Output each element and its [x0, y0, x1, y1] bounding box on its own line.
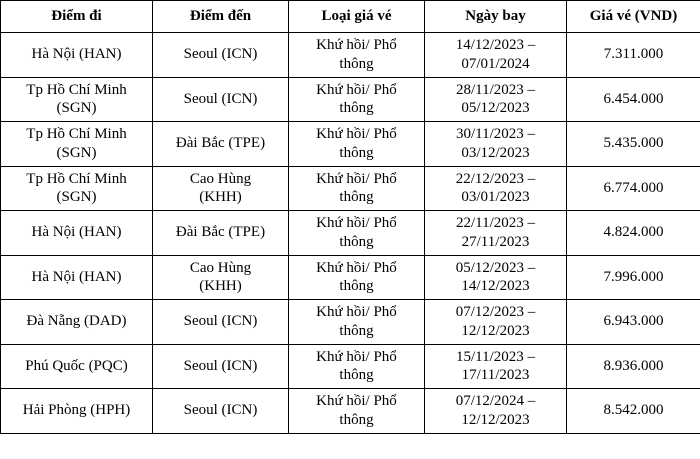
origin-line-1: Tp Hồ Chí Minh — [26, 170, 127, 187]
price-text: 6.774.000 — [603, 179, 664, 196]
fare-type-line-1: Khứ hồi/ Phổ — [316, 126, 397, 142]
date-line-1: 07/12/2023 – — [455, 304, 536, 320]
cell-price — [567, 300, 700, 345]
cell-price — [567, 344, 700, 389]
cell-destination — [153, 300, 289, 345]
cell-price — [567, 389, 700, 434]
column-header-origin: Điểm đi — [1, 1, 153, 33]
cell-destination — [153, 389, 289, 434]
cell-destination — [153, 77, 289, 122]
date-line-2: 27/11/2023 — [461, 233, 530, 250]
fare-type-line-1: Khứ hồi/ Phổ — [316, 393, 397, 409]
fare-type-line-2: thông — [339, 278, 374, 295]
cell-origin — [1, 33, 153, 78]
fare-type-line-1: Khứ hồi/ Phổ — [316, 170, 397, 187]
table-row — [1, 77, 700, 122]
cell-flight-date — [425, 166, 567, 211]
cell-fare-type — [289, 33, 425, 78]
origin-line-1: Tp Hồ Chí Minh — [26, 126, 127, 142]
price-text: 8.936.000 — [603, 357, 664, 374]
cell-price — [567, 122, 700, 167]
price-text: 7.311.000 — [603, 46, 664, 63]
destination-line-1: Cao Hùng — [189, 259, 252, 276]
cell-fare-type — [289, 255, 425, 300]
table-row — [1, 344, 700, 389]
cell-flight-date — [425, 77, 567, 122]
date-line-1: 07/12/2024 – — [455, 393, 536, 409]
cell-origin — [1, 344, 153, 389]
cell-flight-date — [425, 389, 567, 434]
fare-type-line-1: Khứ hồi/ Phổ — [316, 259, 397, 276]
date-line-1: 22/11/2023 – — [455, 215, 536, 231]
cell-origin — [1, 77, 153, 122]
origin-line-2: (SGN) — [56, 100, 97, 117]
origin-text: Phú Quốc (PQC) — [25, 357, 128, 374]
cell-origin — [1, 255, 153, 300]
cell-flight-date — [425, 33, 567, 78]
price-text: 4.824.000 — [603, 224, 664, 241]
column-header-flight-date: Ngày bay — [425, 1, 567, 33]
cell-fare-type — [289, 389, 425, 434]
table-header-row — [1, 1, 700, 33]
date-line-2: 12/12/2023 — [461, 322, 530, 339]
date-line-1: 14/12/2023 – — [455, 37, 536, 53]
destination-text: Seoul (ICN) — [183, 357, 258, 374]
fare-type-line-1: Khứ hồi/ Phổ — [316, 304, 397, 320]
date-line-2: 05/12/2023 — [461, 100, 530, 117]
fare-type-line-1: Khứ hồi/ Phổ — [316, 215, 397, 231]
date-line-2: 12/12/2023 — [461, 411, 530, 428]
price-text: 7.996.000 — [603, 268, 664, 285]
origin-text: Hà Nội (HAN) — [31, 224, 122, 241]
price-text: 6.454.000 — [603, 90, 664, 107]
cell-flight-date — [425, 255, 567, 300]
cell-price — [567, 33, 700, 78]
date-line-2: 03/12/2023 — [461, 144, 530, 161]
fare-type-line-2: thông — [339, 55, 374, 72]
cell-flight-date — [425, 344, 567, 389]
date-line-2: 07/01/2024 — [461, 55, 530, 72]
fare-type-line-1: Khứ hồi/ Phổ — [316, 81, 397, 98]
cell-destination — [153, 33, 289, 78]
date-line-2: 03/01/2023 — [461, 189, 530, 206]
table-row — [1, 122, 700, 167]
fare-type-line-1: Khứ hồi/ Phổ — [316, 348, 397, 365]
cell-origin — [1, 211, 153, 256]
origin-text: Hà Nội (HAN) — [31, 268, 122, 285]
cell-price — [567, 255, 700, 300]
cell-price — [567, 211, 700, 256]
date-line-1: 22/12/2023 – — [455, 170, 536, 187]
column-header-destination: Điểm đến — [153, 1, 289, 33]
cell-destination — [153, 344, 289, 389]
cell-price — [567, 166, 700, 211]
price-text: 6.943.000 — [603, 313, 664, 330]
date-line-2: 17/11/2023 — [461, 367, 530, 384]
date-line-1: 05/12/2023 – — [455, 259, 536, 276]
destination-text: Seoul (ICN) — [183, 402, 258, 419]
column-header-price: Giá vé (VND) — [567, 1, 700, 33]
destination-text: Đài Bắc (TPE) — [175, 135, 266, 152]
cell-flight-date — [425, 211, 567, 256]
fare-type-line-2: thông — [339, 367, 374, 384]
fare-type-line-2: thông — [339, 322, 374, 339]
cell-flight-date — [425, 300, 567, 345]
destination-text: Seoul (ICN) — [183, 313, 258, 330]
cell-fare-type — [289, 344, 425, 389]
table-row — [1, 300, 700, 345]
cell-destination — [153, 211, 289, 256]
cell-price — [567, 77, 700, 122]
cell-origin — [1, 166, 153, 211]
cell-origin — [1, 300, 153, 345]
origin-line-1: Tp Hồ Chí Minh — [26, 81, 127, 98]
price-text: 8.542.000 — [603, 402, 664, 419]
table-row — [1, 211, 700, 256]
date-line-1: 28/11/2023 – — [455, 81, 536, 98]
table-row — [1, 389, 700, 434]
fare-type-line-2: thông — [339, 100, 374, 117]
cell-fare-type — [289, 77, 425, 122]
fare-type-line-2: thông — [339, 411, 374, 428]
cell-origin — [1, 122, 153, 167]
cell-fare-type — [289, 122, 425, 167]
cell-fare-type — [289, 300, 425, 345]
fare-type-line-2: thông — [339, 144, 374, 161]
destination-text: Đài Bắc (TPE) — [175, 224, 266, 241]
cell-destination — [153, 166, 289, 211]
origin-text: Hà Nội (HAN) — [31, 46, 122, 63]
cell-destination — [153, 255, 289, 300]
destination-text: Seoul (ICN) — [183, 46, 258, 63]
origin-line-2: (SGN) — [56, 144, 97, 161]
date-line-1: 15/11/2023 – — [455, 348, 536, 365]
column-header-fare-type: Loại giá vé — [289, 1, 425, 33]
fare-type-line-2: thông — [339, 233, 374, 250]
destination-line-2: (KHH) — [199, 278, 242, 295]
fare-type-line-2: thông — [339, 189, 374, 206]
cell-fare-type — [289, 166, 425, 211]
destination-text: Seoul (ICN) — [183, 90, 258, 107]
table-row — [1, 255, 700, 300]
destination-line-2: (KHH) — [199, 189, 242, 206]
origin-text: Đà Nẵng (DAD) — [26, 313, 127, 330]
fare-type-line-1: Khứ hồi/ Phổ — [316, 37, 397, 53]
origin-line-2: (SGN) — [56, 189, 97, 206]
table-row — [1, 33, 700, 78]
cell-origin — [1, 389, 153, 434]
origin-text: Hải Phòng (HPH) — [22, 402, 131, 419]
cell-destination — [153, 122, 289, 167]
date-line-2: 14/12/2023 — [461, 278, 530, 295]
date-line-1: 30/11/2023 – — [455, 126, 536, 142]
cell-fare-type — [289, 211, 425, 256]
price-text: 5.435.000 — [603, 135, 664, 152]
cell-flight-date — [425, 122, 567, 167]
table-row — [1, 166, 700, 211]
destination-line-1: Cao Hùng — [189, 170, 252, 187]
